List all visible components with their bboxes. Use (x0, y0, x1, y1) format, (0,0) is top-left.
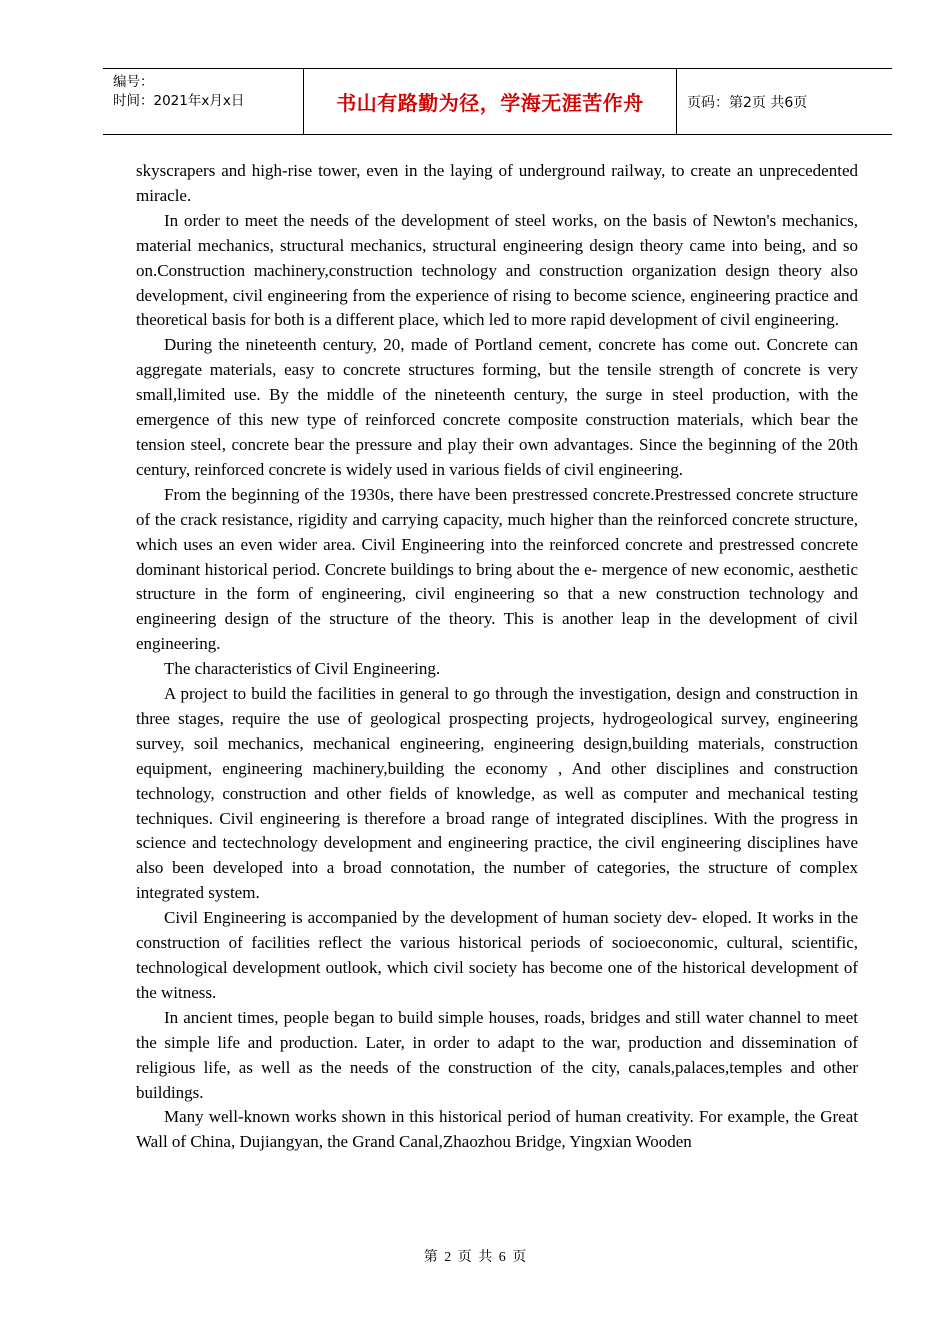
date-label: 时间：2021年x月x日 (113, 93, 245, 109)
page-footer (0, 1246, 950, 1266)
paragraph: During the nineteenth century, 20, made of Portland cement, concrete has come out. Concrete can aggregate materials, easy to concrete structures forming, but the tensile strength of concrete is very small,limited use. By the middle of the nineteenth century, the surge in steel production, with the emergence of this new type of reinforced concrete composite construction materials, which bear the tension steel, concrete bear the pressure and play their own advantages. Since the beginning of the 20th century, reinforced concrete is widely used in various fields of civil engineering. (136, 335, 858, 479)
paragraph: Civil Engineering is accompanied by the development of human society dev- eloped. It works in the construction of facilities reflect the various historical periods of socioeconomic, cultural, scientific, technological development outlook, which civil society has become one of the historical development of the witness. (136, 908, 858, 1002)
footer-page-number: 第 2 页 共 6 页 (423, 1250, 527, 1265)
section-heading: The characteristics of Civil Engineering. (164, 659, 441, 679)
page-header (103, 68, 892, 135)
page-number-label: 页码：第2页 共6页 (687, 94, 808, 111)
paragraph-continuation: skyscrapers and high-rise tower, even in the laying of underground railway, to create an unprecedented miracle. (136, 161, 858, 205)
paragraph: In ancient times, people began to build simple houses, roads, bridges and still water channel to meet the simple life and production. Later, in order to adapt to the war, production and dissemination of religious life, as well as the needs of the construction of the city, canals,palaces,temples and other buildings. (136, 1007, 858, 1102)
paragraph: A project to build the facilities in general to go through the investigation, design and construction in three stages, require the use of geological prospecting projects, hydrogeological survey, engineering survey, soil mechanics, mechanical engineering, engineering design,building materials, construction equipment, engineering machinery,building the economy , And other disciplines and construction technology, construction and other fields of knowledge, as well as computer and mechanical testing techniques. Civil engineering is therefore a broad range of integrated disciplines. With the progress in science and tectechnology development and engineering practice, the civil engineering disciplines have also been developed into a broad connotation, the number of categories, the structure of complex integrated system. (136, 684, 858, 903)
paragraph: In order to meet the needs of the development of steel works, on the basis of Newton's mechanics, material mechanics, structural mechanics, structural engineering design theory came into being, and so on.Construction machinery,construction technology and construction organization design theory also development, civil engineering from the experience of rising to become science, engineering practice and theoretical basis for both is a different place, which led to more rapid development of civil engineering. (136, 210, 858, 330)
document-body (136, 159, 858, 1155)
header-motto-cell (303, 69, 677, 134)
paragraph: Many well-known works shown in this historical period of human creativity. For example, the Great Wall of China, Dujiangyan, the Grand Canal,Zhaozhou Bridge, Yingxian Wooden (136, 1107, 858, 1152)
motto-text: 书山有路勤为径，学海无涯苦作舟 (336, 91, 644, 115)
paragraph: From the beginning of the 1930s, there have been prestressed concrete.Prestressed concrete structure of the crack resistance, rigidity and carrying capacity, much higher than the reinforced concrete structure, which uses an even wider area. Civil Engineering into the reinforced concrete and prestressed concrete dominant historical period. Concrete buildings to bring about the e- mergence of new economic, aesthetic structure in the form of engineering, civil engineering so that a new construction technology and engineering design of the structure of the theory. This is another leap in the development of civil engineering. (136, 484, 858, 654)
header-meta (103, 69, 303, 134)
serial-number-label: 编号： (113, 74, 154, 90)
header-page-info (677, 69, 892, 134)
